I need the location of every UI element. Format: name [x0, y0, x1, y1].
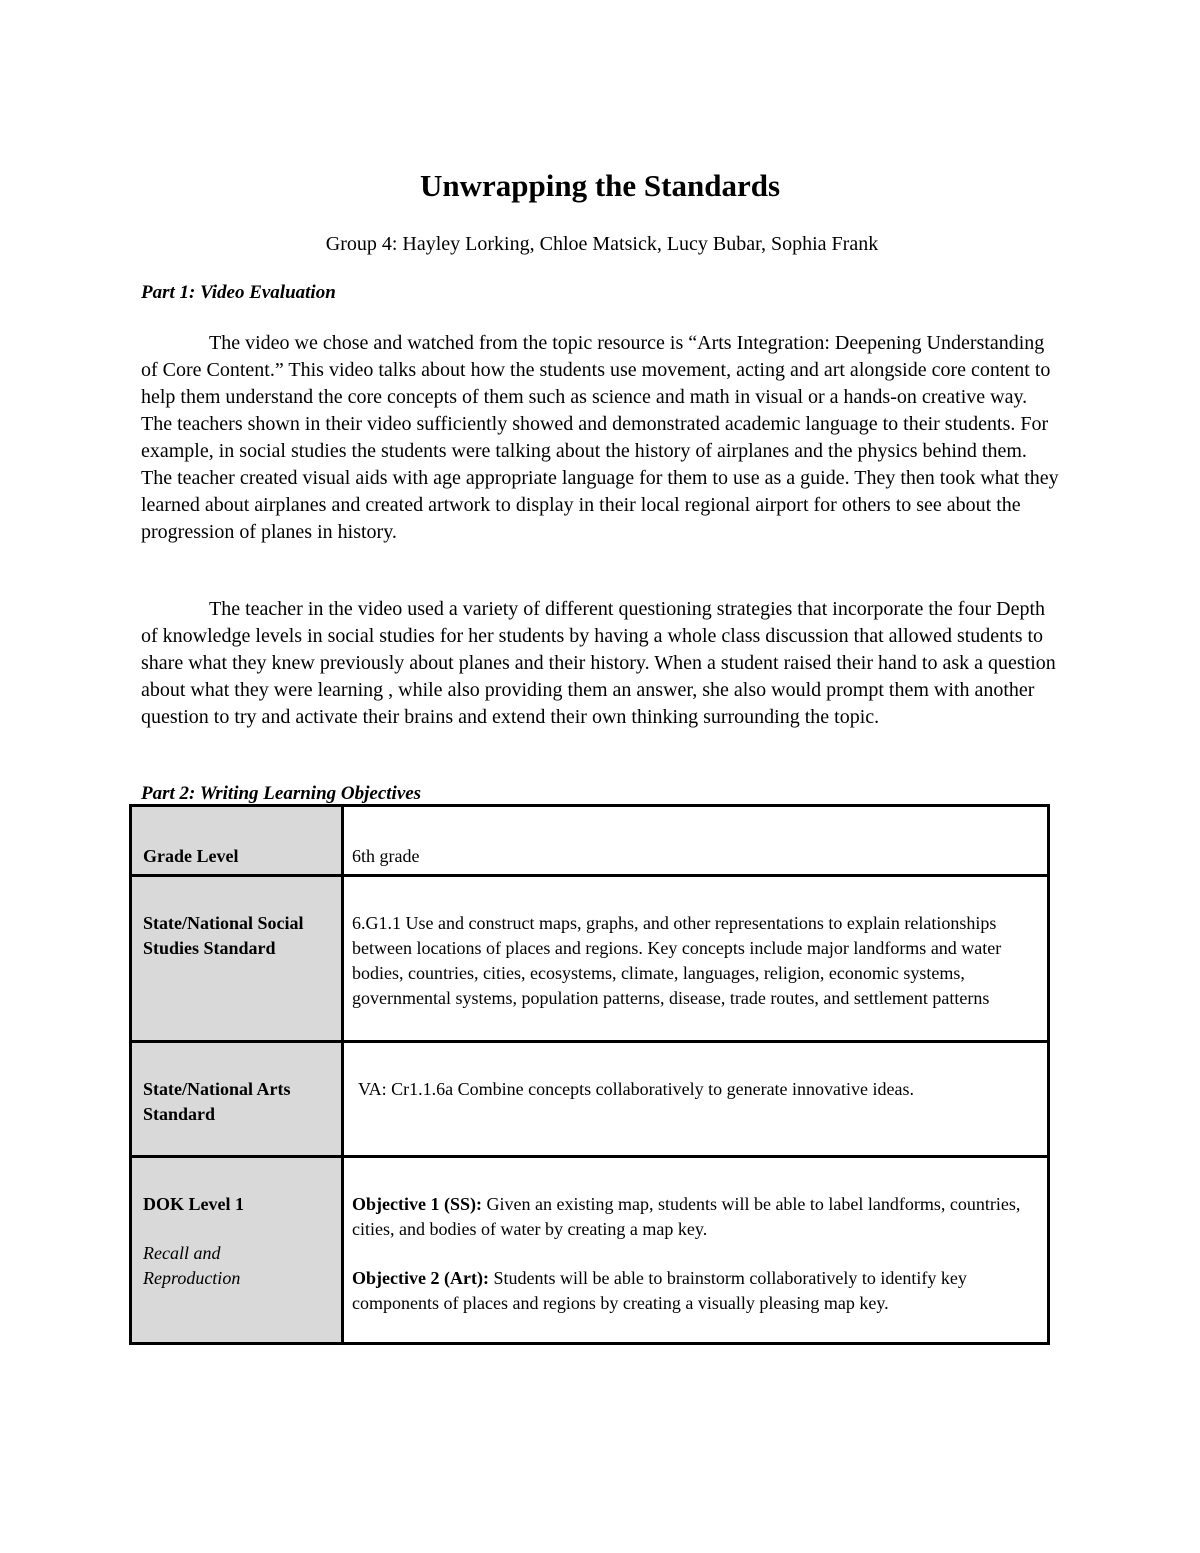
table-row-grade-level [131, 806, 1049, 876]
grade-level-value-cell [343, 806, 1049, 876]
table-row-social-studies-standard [131, 876, 1049, 1042]
grade-level-value: 6th grade [352, 846, 420, 866]
arts-standard-value-cell [343, 1042, 1049, 1157]
ss-standard-label: State/National Social Studies Standard [143, 913, 304, 958]
objective-2-label: Objective 2 (Art): [352, 1268, 489, 1288]
dok-label-cell [131, 1157, 343, 1344]
part1-paragraph-1: The video we chose and watched from the topic resource is “Arts Integration: Deepening Understanding of Core Content.” This video talks about how the students use movement, acting and art alongside core content to help them understand the core concepts of them such as science and math in visual or a hands-on creative way. The teachers shown in their video sufficiently showed and demonstrated academic language to their students. For example, in social studies the students were talking about the history of airplanes and the physics behind them. The teacher created visual aids with age appropriate language for them to use as a guide. They then took what they learned about airplanes and created artwork to display in their local regional airport for others to see about the progression of planes in history. [141, 332, 1059, 543]
part1-paragraph-2: The teacher in the video used a variety of different questioning strategies that incorporate the four Depth of knowledge levels in social studies for her students by having a whole class discussion that allowed students to share what they knew previously about planes and their history. When a student raised their hand to ask a question about what they were learning , while also providing them an answer, she also would prompt them with another question to try and activate their brains and extend their own thinking surrounding the topic. [141, 598, 1056, 728]
objectives-cell [343, 1157, 1049, 1344]
arts-standard-label: State/National Arts Standard [143, 1079, 291, 1124]
table-row-arts-standard [131, 1042, 1049, 1157]
objective-2-text: Students will be able to brainstorm collaboratively to identify key components of places and regions by creating a visually pleasing map key. [352, 1268, 967, 1313]
document-title: Unwrapping the Standards [419, 168, 781, 203]
ss-standard-value-cell [343, 876, 1049, 1042]
objective-2 [352, 1266, 1037, 1316]
table-row-dok-level-1 [131, 1157, 1049, 1344]
dok-level-sublabel: Recall and Reproduction [143, 1243, 241, 1288]
ss-standard-value: 6.G1.1 Use and construct maps, graphs, and other representations to explain relationships between locations of places and regions. Key concepts include major landforms and water bodies, countries, cities, ecosystems, climate, languages, religion, economic systems, governmental systems, population patterns, disease, trade routes, and settlement patterns [352, 913, 1002, 1008]
arts-standard-label-cell [131, 1042, 343, 1157]
objectives-table [129, 804, 1050, 1345]
objective-1 [352, 1192, 1037, 1242]
objective-1-text: Given an existing map, students will be able to label landforms, countries, cities, and bodies of water by creating a map key. [352, 1194, 1021, 1239]
grade-level-label: Grade Level [143, 846, 239, 866]
arts-standard-value: VA: Cr1.1.6a Combine concepts collaboratively to generate innovative ideas. [358, 1079, 915, 1099]
ss-standard-label-cell [131, 876, 343, 1042]
part1-heading: Part 1: Video Evaluation [141, 282, 336, 303]
objective-1-label: Objective 1 (SS): [352, 1194, 482, 1214]
grade-level-label-cell [131, 806, 343, 876]
group-authors: Group 4: Hayley Lorking, Chloe Matsick, Lucy Bubar, Sophia Frank [325, 233, 879, 255]
part2-heading: Part 2: Writing Learning Objectives [141, 783, 422, 804]
dok-level-label: DOK Level 1 [143, 1194, 244, 1214]
